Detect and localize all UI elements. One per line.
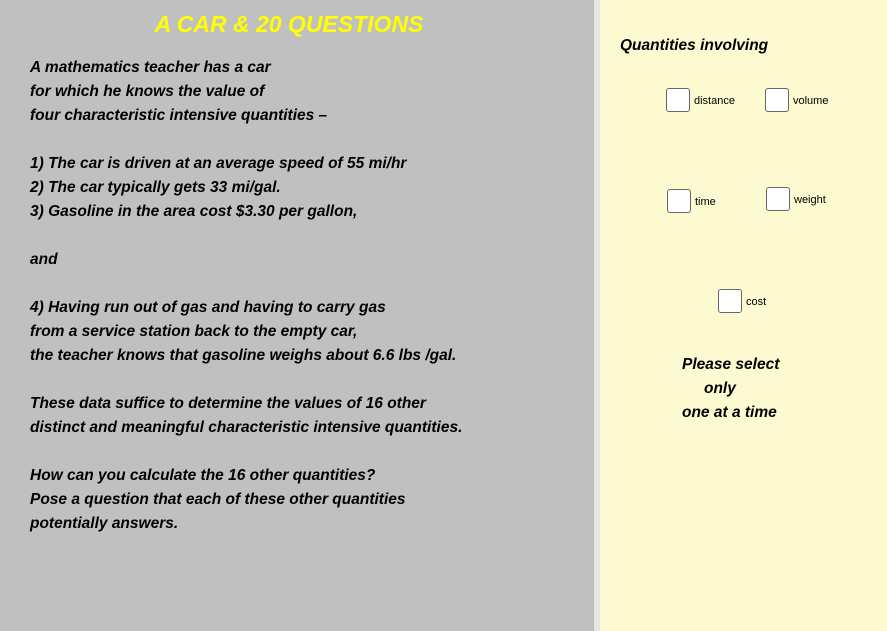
- checkbox-box[interactable]: [667, 189, 691, 213]
- checkbox-box[interactable]: [765, 88, 789, 112]
- quantities-heading: Quantities involving: [620, 37, 769, 54]
- intro-paragraph: [30, 56, 327, 128]
- text-line: for which he knows the value of: [30, 83, 265, 100]
- checkbox-volume[interactable]: [765, 88, 828, 112]
- checkbox-weight[interactable]: [766, 187, 826, 211]
- checkbox-cost[interactable]: [718, 289, 766, 313]
- facts-list: [30, 152, 406, 224]
- text-line: Pose a question that each of these other quantities: [30, 491, 406, 508]
- checkbox-box[interactable]: [718, 289, 742, 313]
- note-line: Please select: [682, 356, 780, 373]
- page-title: A CAR & 20 QUESTIONS: [154, 11, 424, 37]
- text-line: These data suffice to determine the values of 16 other: [30, 395, 426, 412]
- text-line: 4) Having run out of gas and having to carry gas: [30, 299, 386, 316]
- text-line: the teacher knows that gasoline weighs about 6.6 lbs /gal.: [30, 347, 457, 364]
- text-line: potentially answers.: [30, 515, 179, 532]
- checkbox-box[interactable]: [766, 187, 790, 211]
- text-line: distinct and meaningful characteristic intensive quantities.: [30, 419, 463, 436]
- fact4-paragraph: [30, 296, 456, 368]
- checkbox-label[interactable]: weight: [794, 194, 826, 206]
- fact-item: 1) The car is driven at an average speed of 55 mi/hr: [30, 155, 407, 172]
- question-paragraph: [30, 464, 406, 536]
- selection-note: [682, 353, 779, 425]
- text-line: How can you calculate the 16 other quantities?: [30, 467, 376, 484]
- checkbox-time[interactable]: [667, 189, 716, 213]
- note-line: only: [704, 380, 736, 397]
- checkbox-label[interactable]: cost: [746, 296, 767, 308]
- and-text: [30, 248, 58, 272]
- fact-item: 2) The car typically gets 33 mi/gal.: [30, 179, 281, 196]
- fact-item: 3) Gasoline in the area cost $3.30 per gallon,: [30, 203, 358, 220]
- checkbox-label[interactable]: time: [695, 196, 716, 208]
- text-line: four characteristic intensive quantities –: [30, 107, 328, 124]
- note-line: one at a time: [682, 404, 777, 421]
- suffice-paragraph: [30, 392, 462, 440]
- checkbox-label[interactable]: distance: [694, 95, 735, 107]
- checkbox-distance[interactable]: [666, 88, 735, 112]
- right-panel: [600, 0, 887, 631]
- checkbox-label[interactable]: volume: [793, 95, 829, 107]
- text-line: and: [30, 251, 58, 268]
- checkbox-box[interactable]: [666, 88, 690, 112]
- text-line: A mathematics teacher has a car: [30, 59, 271, 76]
- text-line: from a service station back to the empty car,: [30, 323, 358, 340]
